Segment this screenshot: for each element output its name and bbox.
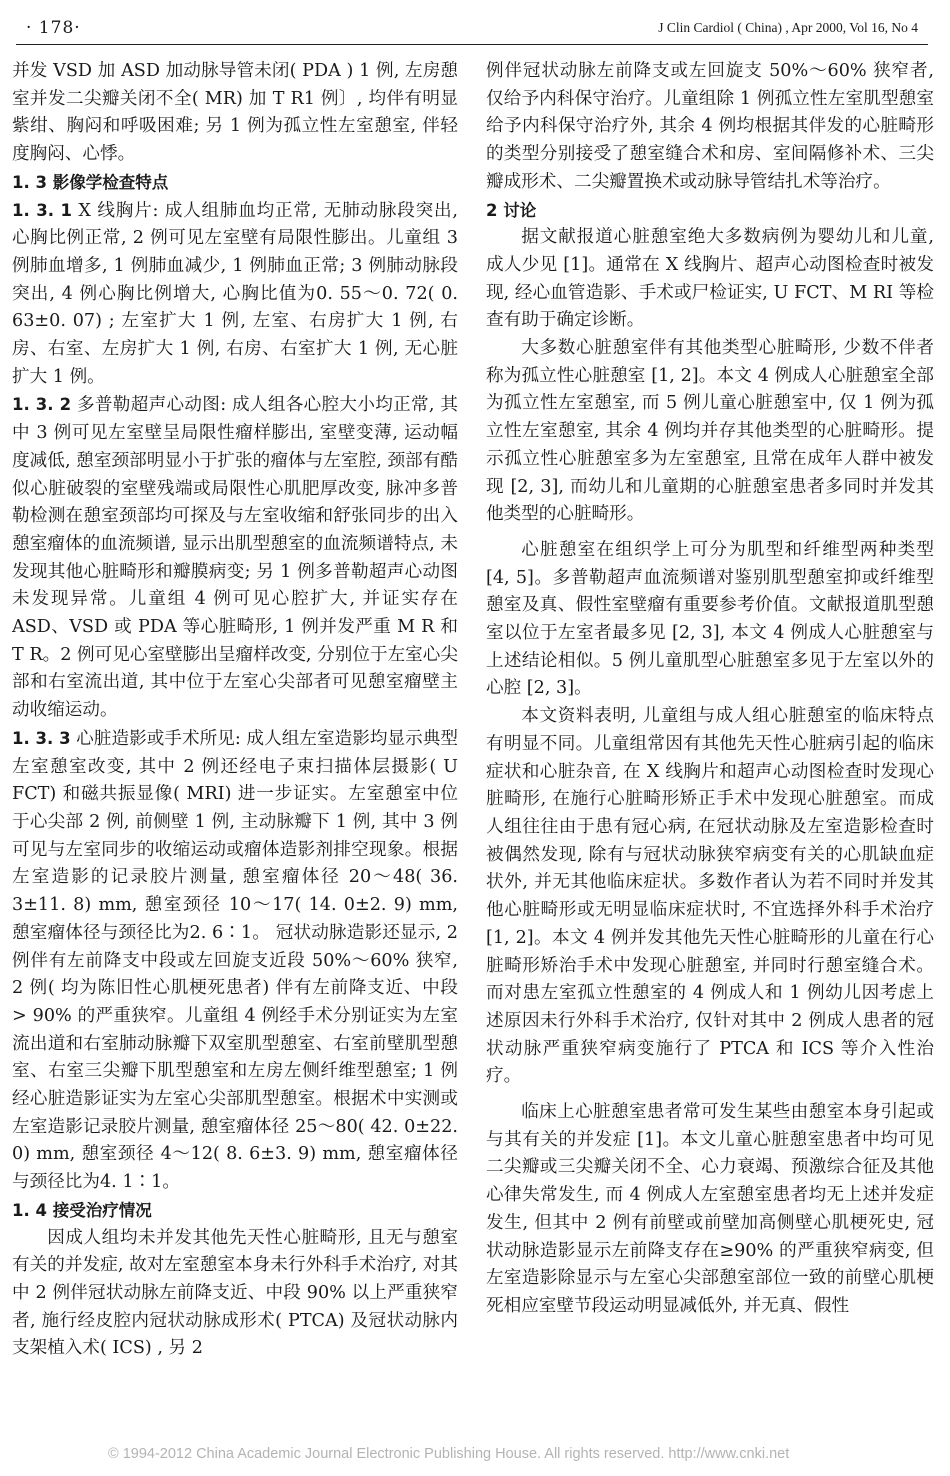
subsection-1-3-1 [12, 197, 458, 392]
section-heading-1-3: 1. 3 影像学检查特点 [12, 172, 169, 192]
subsection-number: 1. 3. 3 [12, 728, 71, 748]
paragraph: 大多数心脏憩室伴有其他类型心脏畸形, 少数不伴者称为孤立性心脏憩室 [1, 2]。本文 4 例成人心脏憩室全部为孤立性左室憩室, 而 5 例儿童心脏憩室中, 仅 1 例为孤立性左室憩室, 其余 4 例均并存其他类型的心脏畸形。提示孤立性心脏憩室多为左室憩室, 且常在成年人群中被发现 [2, 3], 而幼儿和儿童期的心脏憩室患者多同时并发其他类型的心脏畸形。 [486, 338, 934, 525]
header-rule [16, 44, 928, 45]
page-footer [0, 1446, 950, 1476]
subsection-number: 1. 3. 1 [12, 200, 73, 220]
copyright-watermark: © 1994-2012 China Academic Journal Electronic Publishing House. All rights reserved. http://www.cnki.net [108, 1446, 790, 1462]
paragraph: 例伴冠状动脉左前降支或左回旋支 50%～60% 狭窄者, 仅给予内科保守治疗。儿童组除 1 例孤立性左室肌型憩室给予内科保守治疗外, 其余 4 例均根据其伴发的心脏畸形的类型分别接受了憩室缝合术和房、室间隔修补术、三尖瓣成形术、二尖瓣置换术或动脉导管结扎术等治疗。 [486, 61, 934, 192]
right-column [486, 58, 934, 1321]
paragraph: 多普勒超声心动图: 成人组各心腔大小均正常, 其中 3 例可见左室壁呈局限性瘤样膨出, 室壁变薄, 运动幅度减低, 憩室颈部明显小于扩张的瘤体与左室腔, 颈部有酷似心脏破裂的室壁残端或局限性心肌肥厚改变, 脉冲多普勒检测在憩室颈部均可探及与左室收缩和舒张同步的出入憩室瘤体的血流频谱, 显示出肌型憩室的血流频谱特点, 未发现其他心脏畸形和瓣膜病变; 另 1 例多普勒超声心动图未发现异常。儿童组 4 例可见心腔扩大, 并证实存在 ASD、VSD 或 PDA 等心脏畸形, 1 例并发严重 M R 和 T R。2 例可见心室壁膨出呈瘤样改变, 分别位于左室心尖部和右室流出道, 其中位于左室心尖部者可见憩室瘤壁主动收缩运动。 [12, 395, 459, 721]
paragraph: 据文献报道心脏憩室绝大多数病例为婴幼儿和儿童, 成人少见 [1]。通常在 X 线胸片、超声心动图检查时被发现, 经心血管造影、手术或尸检证实, U FCT、M RI 等检查有助于确定诊断。 [486, 227, 934, 331]
page-number: · 178· [26, 18, 81, 38]
paragraph: 并发 VSD 加 ASD 加动脉导管未闭( PDA ) 1 例, 左房憩室并发二尖瓣关闭不全( MR) 加 T R1 例〕, 均伴有明显紫绀、胸闷和呼吸困难; 另 1 例为孤立性左室憩室, 伴轻度胸闷、心悸。 [12, 61, 458, 165]
paragraph: 因成人组均未并发其他先天性心脏畸形, 且无与憩室有关的并发症, 故对左室憩室本身未行外科手术治疗, 对其中 2 例伴冠状动脉左前降支近、中段 90% 以上严重狭窄者, 施行经皮腔内冠状动脉成形术( PTCA) 及冠状动脉内支架植入术( ICS) , 另 2 [12, 1227, 458, 1359]
page-header [0, 0, 950, 46]
journal-citation: J Clin Cardiol ( China) , Apr 2000, Vol 16, No 4 [658, 20, 918, 35]
paragraph: 心脏憩室在组织学上可分为肌型和纤维型两种类型 [4, 5]。多普勒超声血流频谱对鉴别肌型憩室抑或纤维型憩室及真、假性室壁瘤有重要参考价值。文献报道肌型憩室以位于左室者最多见 [2, 3], 本文 4 例成人心脏憩室与上述结论相似。5 例儿童肌型心脏憩室多见于左室以外的心腔 [2, 3]。 [486, 539, 934, 699]
paragraph: 本文资料表明, 儿童组与成人组心脏憩室的临床特点有明显不同。儿童组常因有其他先天性心脏病引起的临床症状和心脏杂音, 在 X 线胸片和超声心动图检查时发现心脏畸形, 在施行心脏畸形矫正手术中发现心脏憩室。而成人组往往由于患有冠心病, 在冠状动脉及左室造影检查时被偶然发现, 除有与冠状动脉狭窄病变有关的心肌缺血症状外, 并无其他临床症状。多数作者认为若不同时并发其他心脏畸形或无明显临床症状时, 不宜选择外科手术治疗 [1, 2]。本文 4 例并发其他先天性心脏畸形的儿童在行心脏畸形矫治手术中发现心脏憩室, 并同时行憩室缝合术。而对患左室孤立性憩室的 4 例成人和 1 例幼儿因考虑上述原因未行外科手术治疗, 仅针对其中 2 例成人患者的冠状动脉严重狭窄病变施行了 PTCA 和 ICS 等介入性治疗。 [486, 706, 934, 1087]
paragraph: 心脏造影或手术所见: 成人组左室造影均显示典型左室憩室改变, 其中 2 例还经电子束扫描体层摄影( U FCT) 和磁共振显像( MRI) 进一步证实。左室憩室中位于心尖部 2 例, 前侧壁 1 例, 主动脉瓣下 1 例, 其中 3 例可见与左室同步的收缩运动或瘤体造影剂排空现象。根据左室造影的记录胶片测量, 憩室瘤体径 20～48( 36. 3±11. 8) mm, 憩室颈径 10～17( 14. 0±2. 9) mm, 憩室瘤体径与颈径比为2. 6∶1。 冠状动脉造影还显示, 2 例伴有左前降支中段或左回旋支近段 50%～60% 狭窄, 2 例( 均为陈旧性心肌梗死患者) 伴有左前降支近、中段 > 90% 的严重狭窄。儿童组 4 例经手术分别证实为左室流出道和右室肺动脉瓣下双室肌型憩室、右室前壁肌型憩室、右室三尖瓣下肌型憩室和左房左侧纤维型憩室; 1 例经心脏造影证实为左室心尖部肌型憩室。根据术中实测或左室造影记录胶片测量, 憩室瘤体径 25～80( 42. 0±22. 0) mm, 憩室颈径 4～12( 8. 6±3. 9) mm, 憩室瘤体径与颈径比为4. 1∶1。 [12, 728, 458, 1193]
subsection-number: 1. 3. 2 [12, 395, 72, 415]
subsection-1-3-3 [12, 725, 458, 1197]
section-heading-1-4: 1. 4 接受治疗情况 [12, 1200, 152, 1220]
paragraph: X 线胸片: 成人组肺血均正常, 无肺动脉段突出, 心胸比例正常, 2 例可见左室壁有局限性膨出。儿童组 3 例肺血增多, 1 例肺血减少, 1 例肺血正常; 3 例肺动脉段突出, 4 例心胸比例增大, 心胸比值为0. 55～0. 72( 0. 63±0. 07) ; 左室扩大 1 例, 左室、右房扩大 1 例, 右房、右室、左房扩大 1 例, 右房、右室扩大 1 例, 无心脏扩大 1 例。 [12, 200, 459, 387]
paragraph: 临床上心脏憩室患者常可发生某些由憩室本身引起或与其有关的并发症 [1]。本文儿童心脏憩室患者中均可见二尖瓣或三尖瓣关闭不全、心力衰竭、预激综合征及其他心律失常发生, 而 4 例成人左室憩室患者均无上述并发症发生, 但其中 2 例有前壁或前壁加高侧壁心肌梗死史, 冠状动脉造影显示左前降支存在≥90% 的严重狭窄病变, 但左室造影除显示与左室心尖部憩室部位一致的前壁心肌梗死相应室壁节段运动明显减低外, 并无真、假性 [486, 1102, 934, 1316]
left-column [12, 58, 458, 1363]
subsection-1-3-2 [12, 391, 458, 724]
section-heading-2: 2 讨论 [486, 200, 537, 220]
